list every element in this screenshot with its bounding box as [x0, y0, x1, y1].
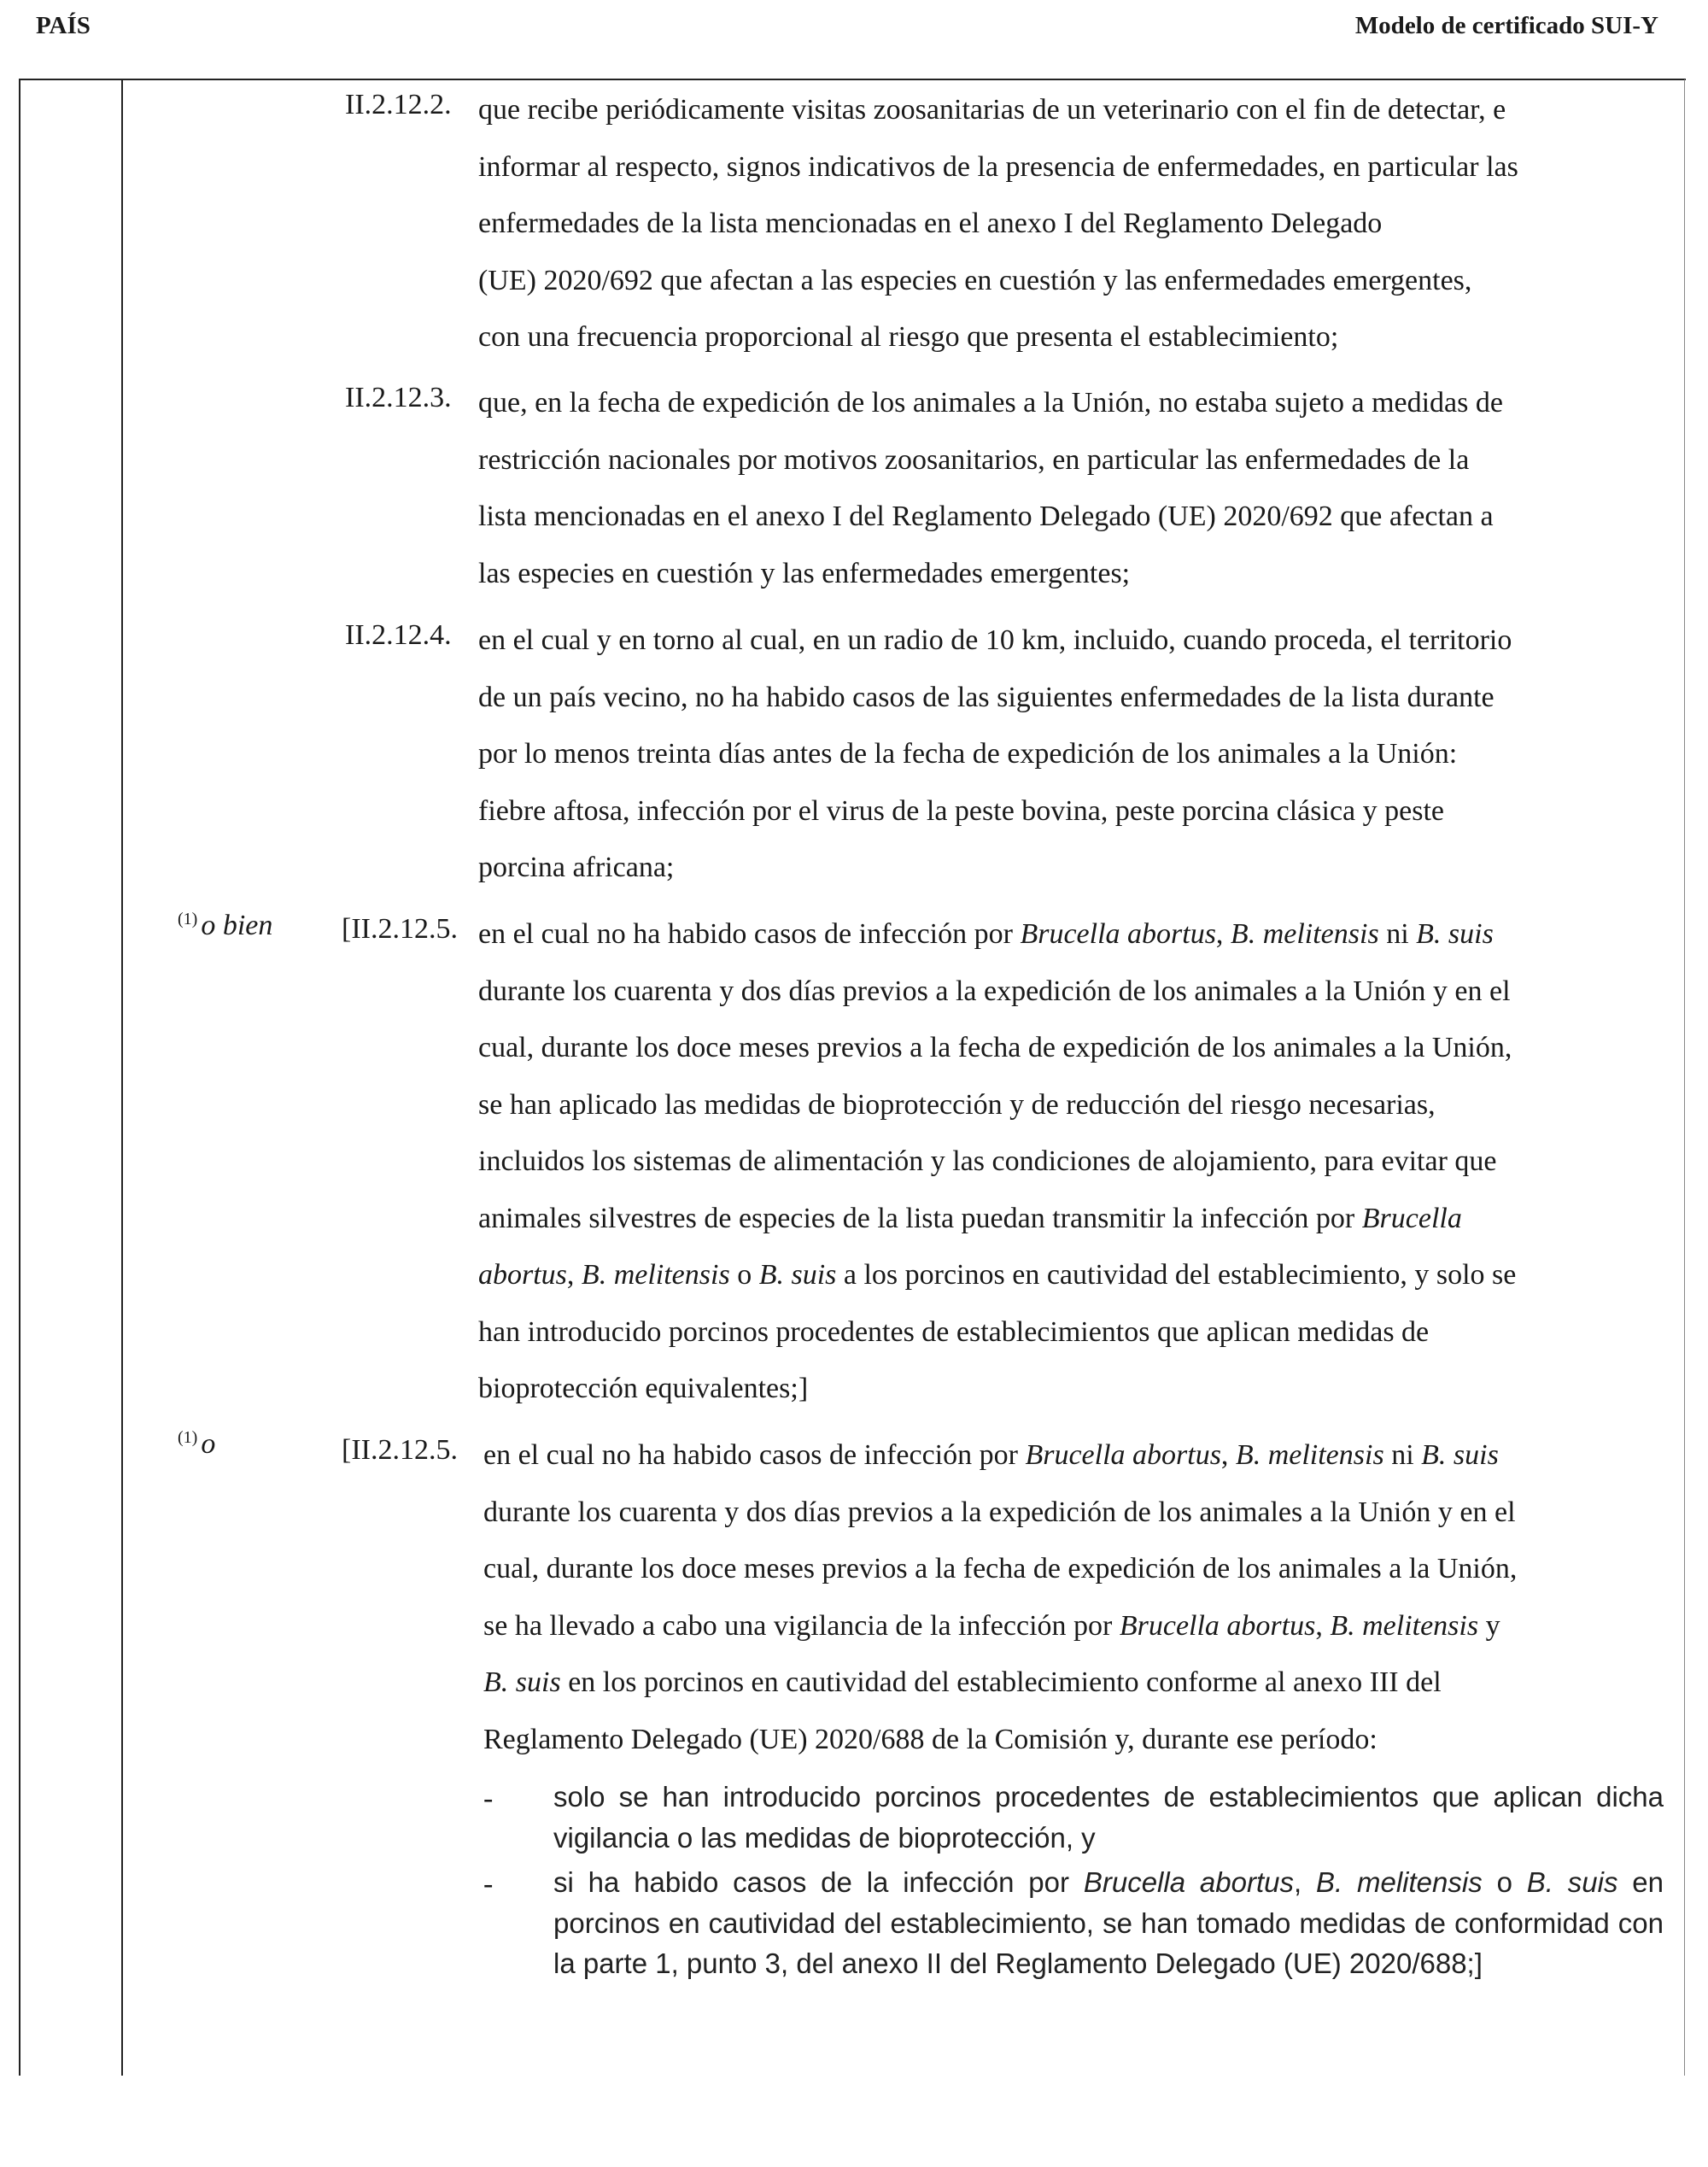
clause-line: que, en la fecha de expedición de los animales a la Unión, no estaba sujeto a medidas de [478, 387, 1503, 419]
species-name: Brucella abortus [1083, 1866, 1294, 1898]
clause-2-12-5-option-a [478, 906, 1691, 1418]
species-name: B. melitensis [1230, 918, 1379, 950]
clause-2-12-2 [478, 82, 1691, 366]
text-run: se ha llevado a cabo una vigilancia de la infección por [483, 1609, 1120, 1642]
species-name: Brucella [1361, 1202, 1462, 1234]
clause-line: fiebre aftosa, infección por el virus de la peste bovina, peste porcina clásica y peste [478, 794, 1444, 827]
clause-line: (UE) 2020/692 que afectan a las especies en cuestión y las enfermedades emergentes, [478, 264, 1472, 296]
species-name: Brucella abortus [1025, 1439, 1221, 1471]
species-name: B. melitensis [1316, 1866, 1483, 1898]
text-run: si ha habido casos de la infección por [553, 1866, 1084, 1898]
clause-line: las especies en cuestión y las enfermedades emergentes; [478, 557, 1131, 589]
clause-2-12-4 [478, 612, 1691, 897]
clause-line: de un país vecino, no ha habido casos de las siguientes enfermedades de la lista durante [478, 681, 1494, 713]
clause-line: incluidos los sistemas de alimentación y las condiciones de alojamiento, para evitar que [478, 1145, 1497, 1177]
species-name: B. melitensis [1235, 1439, 1384, 1471]
clause-line: informar al respecto, signos indicativos de la presencia de enfermedades, en particular las [478, 150, 1518, 183]
text-run: en porcinos en cautividad del establecimiento, se han tomado medidas de conformidad con la parte 1, punto 3, del anexo II del Reglamento Delegado (UE) 2020/688;] [553, 1866, 1664, 1979]
species-name: Brucella abortus [1119, 1609, 1316, 1642]
clause-line [478, 1247, 1691, 1304]
table-top-border [19, 79, 1686, 80]
clause-line: han introducido porcinos procedentes de establecimientos que aplican medidas de [478, 1315, 1430, 1348]
species-name: B. melitensis [581, 1259, 730, 1291]
clause-number-2-12-5-b: [II.2.12.5. [342, 1434, 458, 1466]
footnote-marker-o [178, 1428, 215, 1461]
text-run: en el cual no ha habido casos de infección por [478, 918, 1021, 950]
species-name: Brucella abortus [1020, 918, 1216, 950]
clause-line: se han aplicado las medidas de bioprotección y de reducción del riesgo necesarias, [478, 1088, 1436, 1121]
clause-line: restricción nacionales por motivos zoosanitarios, en particular las enfermedades de la [478, 443, 1470, 476]
clause-line: porcina africana; [478, 852, 675, 883]
text-run: en el cual no ha habido casos de infección por [483, 1439, 1026, 1471]
clause-line: en el cual y en torno al cual, en un radio de 10 km, incluido, cuando proceda, el territorio [478, 624, 1512, 656]
clause-line: lista mencionadas en el anexo I del Reglamento Delegado (UE) 2020/692 que afectan a [478, 501, 1494, 532]
clause-line: cual, durante los doce meses previos a la fecha de expedición de los animales a la Unión, [483, 1553, 1518, 1584]
clause-number-2-12-2: II.2.12.2. [345, 89, 452, 120]
text-run: , [1315, 1609, 1331, 1642]
text-run: o [1482, 1866, 1527, 1898]
clause-line [483, 1427, 1688, 1485]
clause-line [478, 906, 1691, 963]
list-dash: - [483, 1783, 494, 1814]
clause-line: cual, durante los doce meses previos a la fecha de expedición de los animales a la Unión, [478, 1032, 1512, 1063]
text-run: , [1215, 918, 1231, 950]
text-run: animales silvestres de especies de la lista puedan transmitir la infección por [478, 1202, 1362, 1234]
clause-2-12-5-option-b [483, 1427, 1688, 1768]
footnote-marker-o-bien [178, 910, 272, 942]
table-left-border [19, 79, 20, 2076]
clause-line: enfermedades de la lista mencionadas en el anexo I del Reglamento Delegado [478, 208, 1383, 239]
footnote-ref: (1) [178, 910, 198, 928]
text-run: , [1220, 1439, 1236, 1471]
clause-line: bioprotección equivalentes;] [478, 1373, 809, 1404]
clause-line: durante los cuarenta y dos días previos a la expedición de los animales a la Unión y en el [483, 1496, 1516, 1528]
clause-line [478, 1191, 1691, 1248]
list-item: solo se han introducido porcinos procedentes de establecimientos que aplican dicha vigilancia o las medidas de bioprotección, y [553, 1781, 1664, 1854]
text-run: a los porcinos en cautividad del establecimiento, y solo se [836, 1259, 1517, 1291]
header-model: Modelo de certificado SUI-Y [1354, 12, 1658, 39]
species-name: B. suis [758, 1259, 837, 1291]
clause-line [483, 1655, 1688, 1712]
clause-line [483, 1598, 1688, 1655]
list-dash: - [483, 1868, 494, 1900]
table-column-divider [121, 79, 123, 2076]
text-run: ni [1378, 918, 1417, 950]
text-run: y [1478, 1609, 1500, 1642]
clause-line: con una frecuencia proporcional al riesgo que presenta el establecimiento; [478, 321, 1339, 353]
footnote-option-label: o bien [201, 910, 273, 941]
text-run: ni [1383, 1439, 1422, 1471]
footnote-ref: (1) [178, 1428, 198, 1447]
species-name: B. suis [483, 1666, 561, 1698]
species-name: B. suis [1421, 1439, 1499, 1471]
clause-line: que recibe periódicamente visitas zoosanitarias de un veterinario con el fin de detectar, e [478, 94, 1506, 126]
clause-line: Reglamento Delegado (UE) 2020/688 de la Comisión y, durante ese período: [483, 1723, 1378, 1755]
clause-number-2-12-4: II.2.12.4. [345, 619, 452, 651]
text-run: en los porcinos en cautividad del establecimiento conforme al anexo III del [560, 1666, 1442, 1698]
species-name: B. suis [1526, 1866, 1618, 1898]
clause-line: durante los cuarenta y dos días previos a la expedición de los animales a la Unión y en el [478, 975, 1511, 1007]
species-name: B. suis [1416, 918, 1494, 950]
text-run: , [566, 1259, 582, 1291]
clause-number-2-12-5-a: [II.2.12.5. [342, 913, 458, 945]
species-name: abortus [478, 1259, 567, 1291]
clause-2-12-3 [478, 375, 1691, 602]
species-name: B. melitensis [1330, 1609, 1479, 1642]
footnote-option-label: o [201, 1428, 216, 1460]
list-item [553, 1862, 1664, 1984]
text-run: o [729, 1259, 759, 1291]
header-country: PAÍS [36, 12, 91, 39]
text-run: , [1293, 1866, 1316, 1898]
clause-number-2-12-3: II.2.12.3. [345, 382, 452, 413]
clause-line: por lo menos treinta días antes de la fecha de expedición de los animales a la Unión: [478, 738, 1458, 770]
